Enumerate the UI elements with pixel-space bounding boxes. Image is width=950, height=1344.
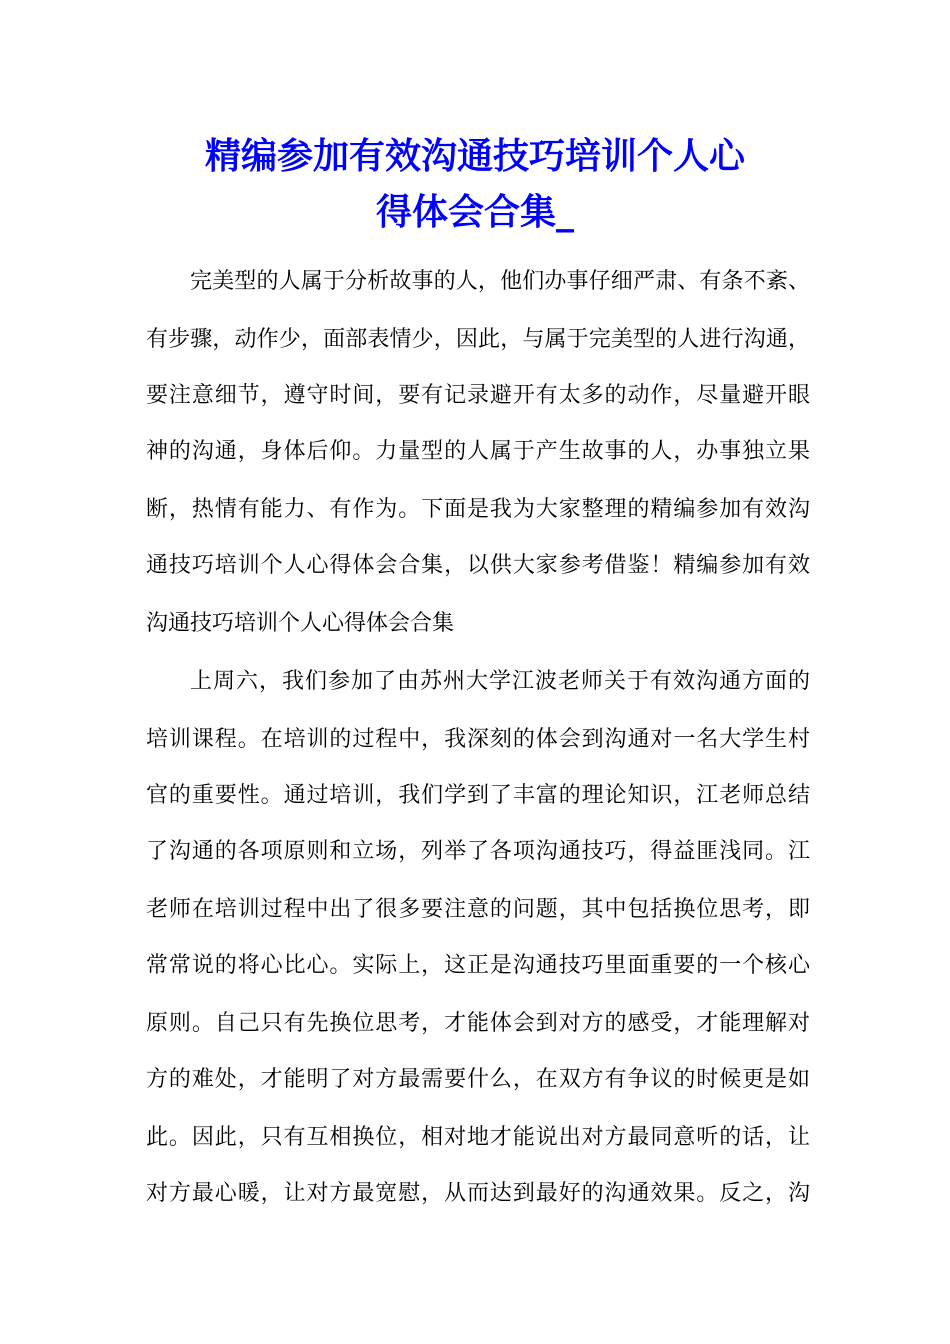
paragraph-2-line-3: 官的重要性。通过培训，我们学到了丰富的理论知识，江老师总结 [146, 783, 810, 808]
paragraph-2-line-4: 了沟通的各项原则和立场，列举了各项沟通技巧，得益匪浅同。江 [146, 839, 810, 864]
paragraph-2-line-9: 此。因此，只有互相换位，相对地才能说出对方最同意听的话，让 [146, 1125, 810, 1150]
paragraph-2-line-6: 常常说的将心比心。实际上，这正是沟通技巧里面重要的一个核心 [146, 953, 810, 978]
paragraph-1-line-1: 完美型的人属于分析故事的人，他们办事仔细严肃、有条不紊、 [190, 269, 810, 294]
paragraph-1-line-3: 要注意细节，遵守时间，要有记录避开有太多的动作，尽量避开眼 [146, 383, 810, 408]
paragraph-2-line-7: 原则。自己只有先换位思考，才能体会到对方的感受，才能理解对 [146, 1011, 810, 1036]
paragraph-1-line-6: 通技巧培训个人心得体会合集，以供大家参考借鉴！精编参加有效 [146, 553, 810, 578]
document-title-line-2: 得体会合集_ [375, 191, 574, 233]
document-title-line-1: 精编参加有效沟通技巧培训个人心 [204, 135, 745, 177]
paragraph-2-line-5: 老师在培训过程中出了很多要注意的问题，其中包括换位思考，即 [146, 897, 810, 922]
paragraph-1-line-5: 断，热情有能力、有作为。下面是我为大家整理的精编参加有效沟 [146, 497, 810, 522]
paragraph-1-line-7: 沟通技巧培训个人心得体会合集 [146, 611, 455, 636]
paragraph-1-line-2: 有步骤，动作少，面部表情少，因此，与属于完美型的人进行沟通， [146, 327, 810, 352]
paragraph-2-line-8: 方的难处，才能明了对方最需要什么，在双方有争议的时候更是如 [146, 1067, 810, 1092]
paragraph-1-line-4: 神的沟通，身体后仰。力量型的人属于产生故事的人，办事独立果 [146, 439, 810, 464]
paragraph-2-line-10: 对方最心暖，让对方最宽慰，从而达到最好的沟通效果。反之，沟 [146, 1181, 810, 1206]
paragraph-2-line-1: 上周六，我们参加了由苏州大学江波老师关于有效沟通方面的 [190, 669, 810, 694]
paragraph-2-line-2: 培训课程。在培训的过程中，我深刻的体会到沟通对一名大学生村 [146, 727, 810, 752]
